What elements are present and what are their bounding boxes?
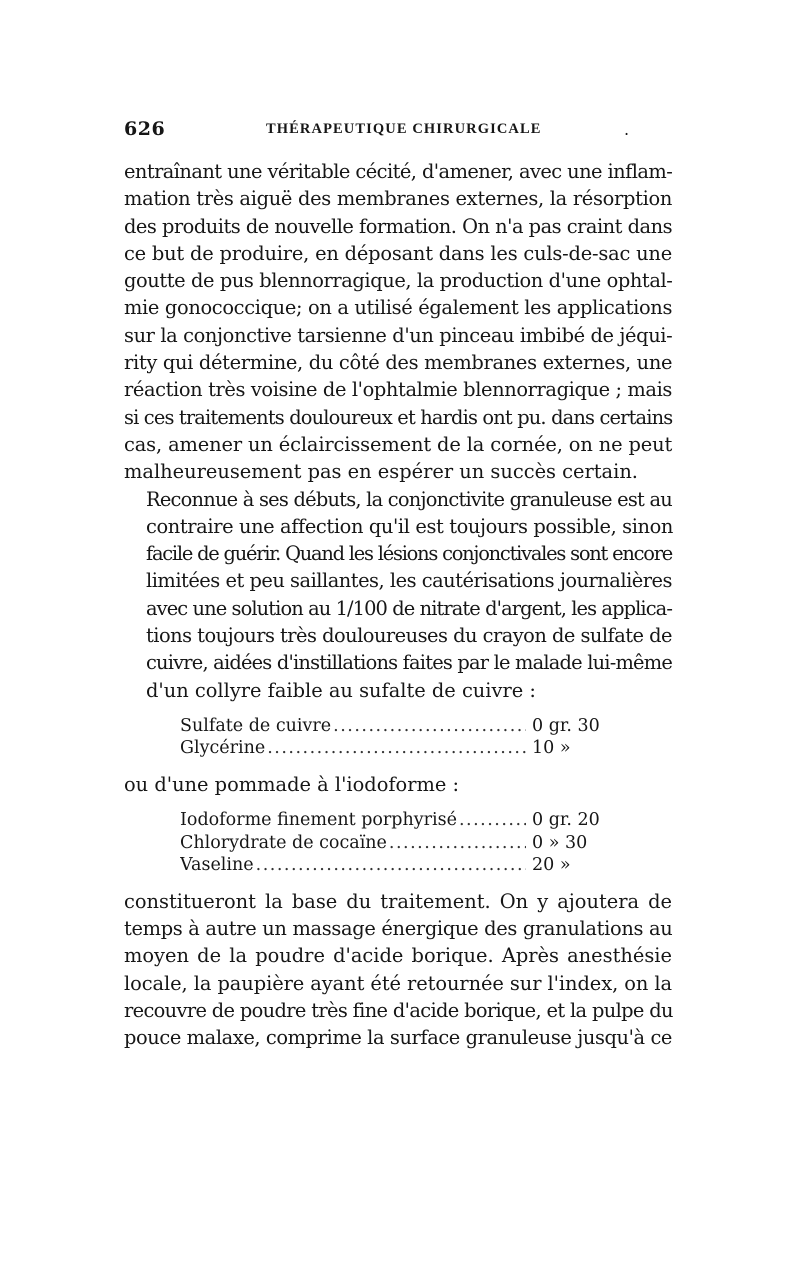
- dot-leader: [389, 832, 526, 855]
- running-header: [124, 118, 680, 142]
- text-line: cuivre, aidées d'instillations faites par le malade lui-même: [146, 651, 672, 675]
- ingredient-name: Vaseline: [180, 855, 254, 876]
- prescription-pommade: [180, 809, 630, 877]
- text-line: réaction très voisine de l'ophtalmie blennorragique ; mais: [124, 378, 672, 402]
- paragraph-3: [124, 888, 672, 1052]
- text-line: goutte de pus blennorragique, la production d'une ophtal-: [124, 269, 673, 293]
- text-line: mie gonococcique; on a utilisé également les applications: [124, 296, 673, 320]
- prescription-row: [180, 737, 630, 760]
- header-mark: .: [624, 120, 630, 139]
- ingredient-name: Iodoforme finement porphyrisé: [180, 810, 457, 831]
- text-line: mation très aiguë des membranes externes, la résorption: [124, 187, 673, 211]
- ingredient-name: Glycérine: [180, 738, 266, 759]
- text-line: entraînant une véritable cécité, d'amener, avec une inflam-: [124, 160, 673, 183]
- text-line: cas, amener un éclaircissement de la cornée, on ne peut: [124, 432, 673, 456]
- page-number: 626: [124, 118, 166, 140]
- ingredient-quantity: 0 gr. 30: [532, 715, 600, 736]
- text-line: avec une solution au 1/100 de nitrate d'argent, les applica-: [146, 596, 672, 620]
- ingredient-quantity: 0 » 30: [532, 832, 588, 853]
- ingredient-quantity: 0 gr. 20: [532, 810, 600, 831]
- ingredient-name: Sulfate de cuivre: [180, 715, 332, 736]
- running-title: THÉRAPEUTIQUE CHIRURGICALE: [266, 121, 542, 137]
- text-line: limitées et peu saillantes, les cautérisations journalières: [146, 569, 672, 593]
- page-body: [124, 158, 672, 1052]
- paragraph-2: [124, 486, 672, 704]
- text-line: constitueront la base du traitement. On y ajoutera de: [124, 889, 672, 913]
- text-line: sur la conjonctive tarsienne d'un pinceau imbibé de jéqui-: [124, 323, 673, 347]
- text-line: Reconnue à ses débuts, la conjonctivite granuleuse est au: [146, 487, 672, 511]
- prescription-row: [180, 854, 630, 877]
- text-line: malheureusement pas en espérer un succès certain.: [124, 460, 638, 484]
- connector-line: [124, 771, 672, 798]
- text-line: recouvre de poudre très fine d'acide borique, et la pulpe du: [124, 998, 673, 1022]
- text-line: des produits de nouvelle formation. On n'a pas craint dans: [124, 214, 673, 238]
- dot-leader: [256, 854, 526, 877]
- text-line: si ces traitements douloureux et hardis ont pu. dans certains: [124, 405, 673, 429]
- text-line: facile de guérir. Quand les lésions conjonctivales sont encore: [146, 542, 672, 566]
- text-line: rity qui détermine, du côté des membranes externes, une: [124, 351, 673, 375]
- text-line: ou d'une pommade à l'iodoforme :: [124, 772, 460, 796]
- prescription-collyre: [180, 715, 630, 760]
- text-line: contraire une affection qu'il est toujours possible, sinon: [146, 514, 674, 538]
- prescription-row: [180, 832, 630, 855]
- text-line: pouce malaxe, comprime la surface granuleuse jusqu'à ce: [124, 1026, 672, 1050]
- ingredient-name: Chlorydrate de cocaïne: [180, 832, 387, 853]
- ingredient-quantity: 10 »: [532, 738, 571, 759]
- text-line: temps à autre un massage énergique des granulations au: [124, 917, 673, 941]
- ingredient-quantity: 20 »: [532, 855, 571, 876]
- text-line: locale, la paupière ayant été retournée sur l'index, on la: [124, 971, 673, 995]
- prescription-row: [180, 809, 630, 832]
- prescription-row: [180, 715, 630, 738]
- text-line: d'un collyre faible au sufalte de cuivre :: [146, 678, 536, 702]
- dot-leader: [267, 737, 526, 760]
- dot-leader: [333, 715, 526, 738]
- text-line: moyen de la poudre d'acide borique. Après anesthésie: [124, 944, 672, 968]
- paragraph-1: [124, 158, 672, 486]
- text-line: tions toujours très douloureuses du crayon de sulfate de: [146, 624, 672, 648]
- text-line: ce but de produire, en déposant dans les culs-de-sac une: [124, 241, 672, 265]
- dot-leader: [459, 809, 526, 832]
